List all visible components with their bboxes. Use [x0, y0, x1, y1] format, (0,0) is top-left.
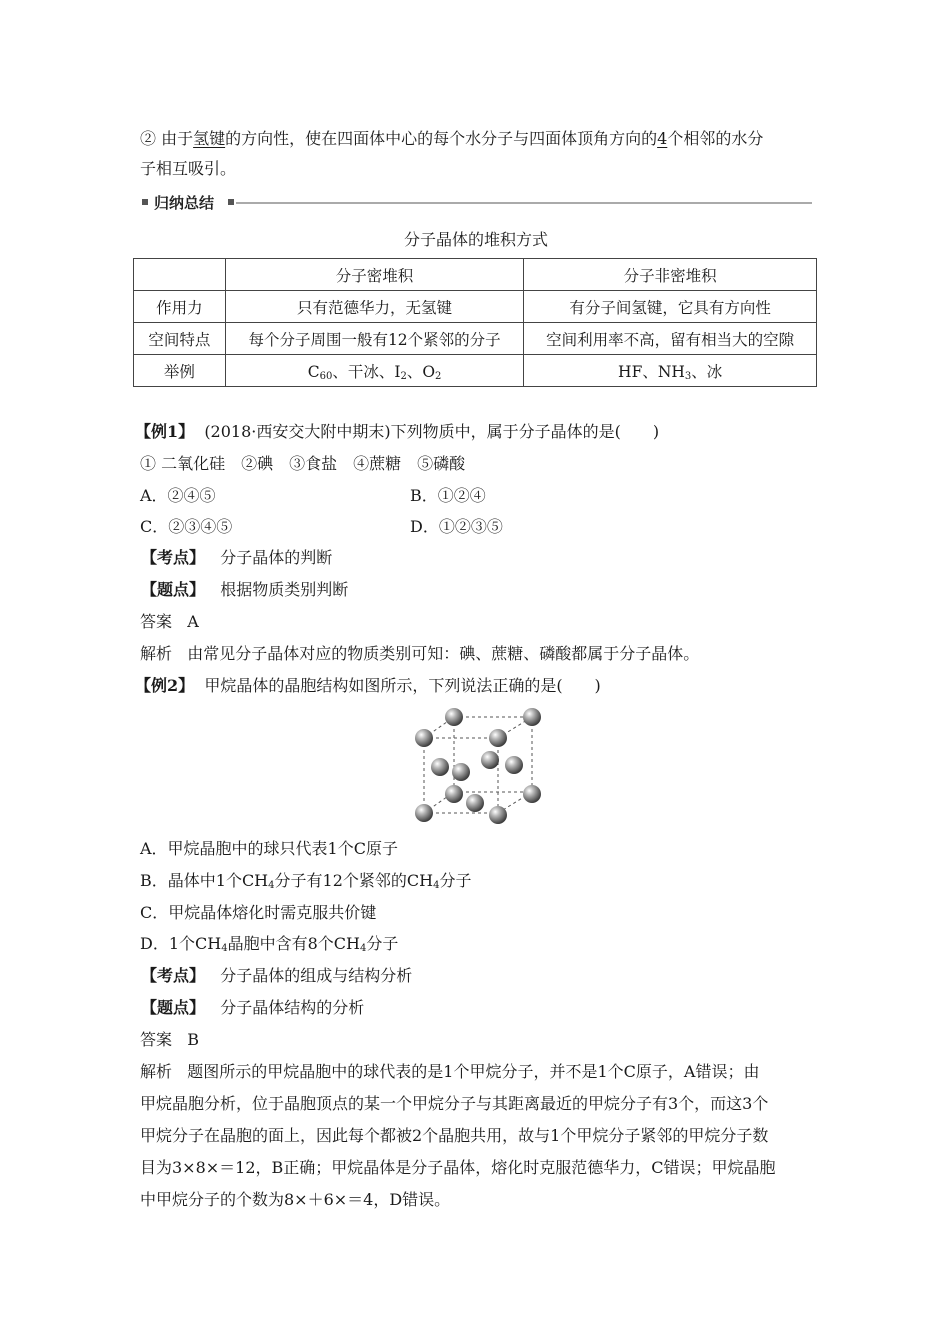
- stacking-table: [133, 258, 817, 387]
- example2-analysis-line: 甲烷晶胞分析，位于晶胞顶点的某一个甲烷分子与其距离最近的甲烷分子有3个，而这3个: [140, 1094, 769, 1113]
- example2-question: [135, 676, 807, 696]
- example2-answer: 答案 B: [140, 1030, 200, 1049]
- intro-line-1: [140, 129, 812, 149]
- table-row: [134, 355, 817, 387]
- summary-heading-label: 归纳总结: [154, 194, 215, 212]
- table-cell: 举例: [134, 355, 226, 387]
- molecule-sphere: [489, 729, 507, 747]
- example2-analysis-line: 甲烷分子在晶胞的面上，因此每个都被2个晶胞共用，故与1个甲烷分子紧邻的甲烷分子数: [140, 1126, 769, 1145]
- intro-text: 的方向性，使在四面体中心的每个水分子与四面体顶角方向的: [225, 129, 658, 148]
- example2-option-d: D．1个$CH_4$晶胞中含有8个$CH_4$分子: [140, 934, 399, 954]
- underlined-term: 氢键: [193, 129, 226, 148]
- example1-kaodian: 【考点】 分子晶体的判断: [141, 548, 333, 567]
- table-cell: 空间利用率不高，留有相当大的空隙: [524, 323, 817, 355]
- table-cell: 只有范德华力，无氢键: [225, 291, 524, 323]
- molecule-sphere: [415, 804, 433, 822]
- summary-heading: [140, 193, 812, 213]
- underlined-number: 4: [657, 129, 668, 148]
- table-cell: 作用力: [134, 291, 226, 323]
- example1-analysis: 解析 由常见分子晶体对应的物质类别可知：碘、蔗糖、磷酸都属于分子晶体。: [140, 644, 700, 663]
- molecule-spheres: [415, 708, 541, 824]
- example2-kaodian: 【考点】 分子晶体的组成与结构分析: [141, 966, 413, 985]
- table-cell: HF、$NH_3$、冰: [524, 355, 817, 387]
- question-text: (2018·西安交大附中期末)下列物质中，属于分子晶体的是( ): [204, 422, 660, 441]
- option-c: C．②③④⑤: [140, 517, 233, 536]
- divider: [236, 202, 812, 204]
- example2-analysis-line: 目为3×8×＝12，B正确；甲烷晶体是分子晶体，熔化时克服范德华力，C错误；甲烷晶胞: [140, 1158, 776, 1177]
- table-row: [134, 323, 817, 355]
- example2-option-b: B．晶体中1个$CH_4$分子有12个紧邻的$CH_4$分子: [140, 871, 472, 891]
- example2-tidian: 【题点】 分子晶体结构的分析: [141, 998, 365, 1017]
- option-a: A．②④⑤: [140, 486, 216, 505]
- example1-question: [135, 422, 807, 442]
- molecule-sphere: [489, 806, 507, 824]
- intro-text: 个相邻的水分: [667, 129, 764, 148]
- table-row: [134, 291, 817, 323]
- example-tag: 【例2】: [135, 676, 195, 695]
- intro-text: ② 由于: [140, 129, 194, 148]
- table-header-cell: 分子非密堆积: [524, 259, 817, 291]
- example2-analysis-line: 中甲烷分子的个数为8×＋6×＝4，D错误。: [140, 1190, 451, 1209]
- example-tag: 【例1】: [135, 422, 195, 441]
- example1-answer: 答案 A: [140, 612, 199, 631]
- example2-option-c: C．甲烷晶体熔化时需克服共价键: [140, 903, 377, 922]
- molecule-sphere: [445, 708, 463, 726]
- intro-line-2: 子相互吸引。: [140, 159, 237, 178]
- methane-unit-cell-figure: [404, 700, 554, 830]
- molecule-sphere: [445, 785, 463, 803]
- example1-items: ① 二氧化硅 ②碘 ③食盐 ④蔗糖 ⑤磷酸: [140, 454, 466, 473]
- option-d: D．①②③⑤: [410, 517, 503, 536]
- example1-tidian: 【题点】 根据物质类别判断: [141, 580, 349, 599]
- molecule-sphere: [481, 751, 499, 769]
- molecule-sphere: [466, 794, 484, 812]
- question-text: 甲烷晶体的晶胞结构如图所示，下列说法正确的是( ): [204, 676, 601, 695]
- option-b: B．①②④: [410, 486, 486, 505]
- molecule-sphere: [523, 785, 541, 803]
- molecule-sphere: [505, 756, 523, 774]
- table-header-row: [134, 259, 817, 291]
- table-cell: 有分子间氢键，它具有方向性: [524, 291, 817, 323]
- molecule-sphere: [415, 729, 433, 747]
- molecule-sphere: [431, 758, 449, 776]
- square-bullet-icon: [228, 199, 234, 205]
- square-bullet-icon: [142, 199, 148, 205]
- table-cell: 空间特点: [134, 323, 226, 355]
- table-header-cell: 分子密堆积: [225, 259, 524, 291]
- table-cell: 每个分子周围一般有12个紧邻的分子: [225, 323, 524, 355]
- example2-analysis-line: 解析 题图所示的甲烷晶胞中的球代表的是1个甲烷分子，并不是1个C原子，A错误；由: [140, 1062, 760, 1081]
- table-title: 分子晶体的堆积方式: [403, 230, 548, 249]
- molecule-sphere: [523, 708, 541, 726]
- table-header-cell: [134, 259, 226, 291]
- molecule-sphere: [452, 763, 470, 781]
- table-cell: $C_{60}$、干冰、$I_2$、$O_2$: [225, 355, 524, 387]
- example2-option-a: A．甲烷晶胞中的球只代表1个C原子: [140, 839, 398, 858]
